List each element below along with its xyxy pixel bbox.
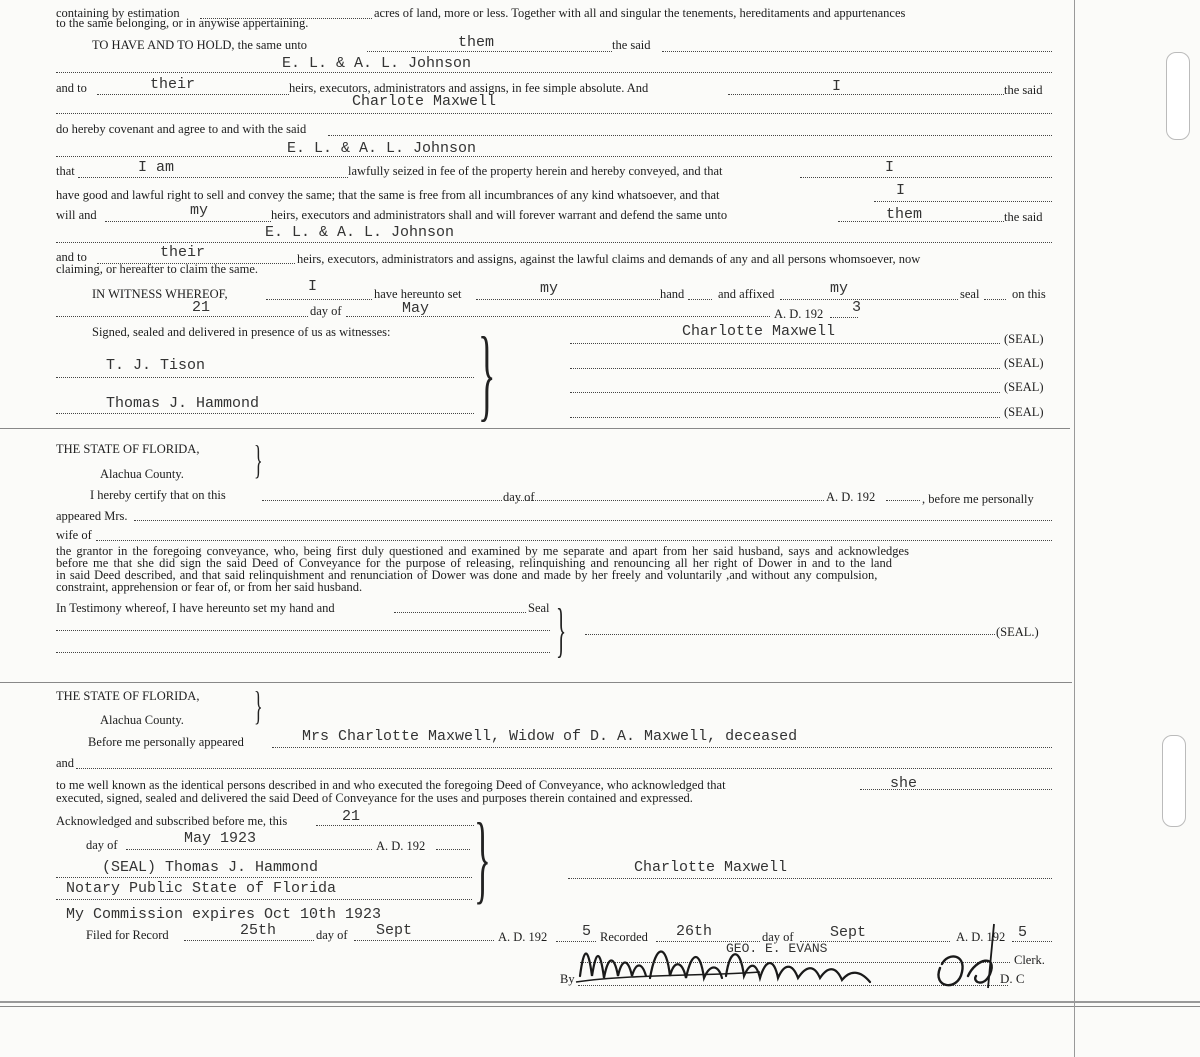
blank-witness-1 [56, 377, 474, 378]
label-dc: D. C [1000, 971, 1025, 986]
blank-i-am [78, 177, 348, 178]
typed-rec-day: 26th [676, 923, 713, 940]
typed-grantor: Charlote Maxwell [352, 93, 497, 110]
seal-2: (SEAL) [1004, 356, 1044, 370]
section-divider-2 [0, 682, 1072, 683]
blank-ack-signature [568, 878, 1052, 879]
blank-grantees-2 [56, 156, 1052, 157]
line-covenant: do hereby covenant and agree to and with the said [56, 122, 307, 136]
blank-notary [56, 899, 472, 900]
typed-clerk-name: GEO. E. EVANS [726, 941, 828, 956]
typed-filed-day: 25th [240, 922, 277, 939]
label-will-and: will and [56, 208, 97, 222]
typed-witness-2: Thomas J. Hammond [106, 395, 260, 412]
line-known: to me well known as the identical persons described in and who executed the foregoing Deed of Conveyance, who acknowledged that [56, 778, 726, 792]
typed-notary: Notary Public State of Florida [66, 880, 337, 897]
blank-their-1 [97, 94, 289, 95]
line-heirs-fee-simple: heirs, executors, administrators and assigns, in fee simple absolute. And [289, 81, 649, 95]
label-filed-dayof: day of [316, 928, 348, 942]
blank-seal-3 [570, 392, 1000, 393]
label-hand: hand [660, 287, 685, 301]
typed-day: 21 [192, 299, 211, 316]
line-warrant: heirs, executors and administrators shall and will forever warrant and defend the same unto [271, 208, 728, 222]
label-and-to-2: and to [56, 250, 87, 264]
blank-ack-day [316, 825, 474, 826]
blank-year [830, 317, 858, 318]
typed-my-1: my [190, 202, 209, 219]
seal-4: (SEAL) [1004, 405, 1044, 419]
line-seized: lawfully seized in fee of the property herein and hereby conveyed, and that [348, 164, 723, 178]
label-signed-witnesses: Signed, sealed and delivered in presence of us as witnesses: [92, 325, 391, 339]
label-on-this: on this [1012, 287, 1046, 301]
blank-filed-day [184, 940, 314, 941]
typed-appeared: Mrs Charlotte Maxwell, Widow of D. A. Maxwell, deceased [302, 728, 798, 745]
blank-the-said-1 [662, 51, 1052, 52]
blank-she [860, 789, 1052, 790]
typed-i-3: I [896, 182, 906, 199]
label-in-witness: IN WITNESS WHEREOF, [92, 287, 228, 301]
label-ad-2: A. D. 192 [826, 490, 876, 504]
blank-seal-on [984, 299, 1006, 300]
dower-body-3: in said Deed described, and that said relinquishment and renunciation of Dower was done and made by her freely and voluntarily ,and without any compulsion, [56, 568, 878, 582]
blank-certify-month [518, 500, 824, 501]
label-day-of-2: day of [503, 490, 535, 504]
seal-3: (SEAL) [1004, 380, 1044, 394]
typed-ack-day: 21 [342, 808, 361, 825]
label-before-me: , before me personally [922, 492, 1034, 506]
typed-i-1: I [832, 78, 842, 95]
label-ack-ad: A. D. 192 [376, 839, 426, 853]
line-belonging: to the same belonging, or in anywise appertaining. [56, 16, 309, 30]
blank-appeared-mrs [134, 520, 1052, 521]
label-the-said-3: the said [1004, 210, 1043, 224]
typed-signer: Charlotte Maxwell [682, 323, 836, 340]
typed-filed-year: 5 [582, 923, 592, 940]
line-claiming: claiming, or hereafter to claim the same. [56, 262, 258, 276]
label-ack: Acknowledged and subscribed before me, this [56, 814, 288, 828]
blank-seal-1 [570, 343, 1000, 344]
typed-grantees-3: E. L. & A. L. Johnson [265, 224, 455, 241]
state-heading-2: THE STATE OF FLORIDA, [56, 442, 200, 456]
blank-and [76, 768, 1052, 769]
blank-seal-2 [570, 368, 1000, 369]
label-day-of: day of [310, 304, 342, 318]
county-3: Alachua County. [100, 713, 184, 727]
label-ack-day-of: day of [86, 838, 118, 852]
blank-hand [688, 299, 712, 300]
label-and: and [56, 756, 75, 770]
typed-i-2: I [885, 159, 895, 176]
blank-unto [367, 51, 612, 52]
blank-testimony [394, 612, 526, 613]
county-2: Alachua County. [100, 467, 184, 481]
label-set: have hereunto set [374, 287, 462, 301]
typed-filed-month: Sept [376, 922, 413, 939]
label-certify: I hereby certify that on this [90, 488, 226, 502]
line-executed: executed, signed, sealed and delivered the said Deed of Conveyance for the uses and purposes therein contained and expressed. [56, 791, 693, 805]
typed-ack-signature: Charlotte Maxwell [634, 859, 788, 876]
typed-them-2: them [886, 206, 923, 223]
blank-appeared [272, 747, 1052, 748]
seal-dower: (SEAL.) [996, 625, 1039, 639]
deputy-clerk-signature [570, 936, 890, 996]
typed-them-1: them [458, 34, 495, 51]
blank-rec-year [1012, 941, 1052, 942]
dower-body-4: constraint, apprehension or fear of, or from her said husband. [56, 580, 363, 594]
blank-my-2 [476, 299, 660, 300]
binder-hole-top [1166, 52, 1190, 140]
line-estimation: containing by estimation [56, 6, 180, 20]
typed-i-4: I [308, 278, 318, 295]
typed-notary-seal: (SEAL) Thomas J. Hammond [102, 859, 319, 876]
label-by: By [560, 972, 575, 986]
label-recorded: Recorded [600, 930, 648, 944]
typed-rec-month: Sept [830, 924, 867, 941]
label-and-to-1: and to [56, 81, 87, 95]
state-heading-3: THE STATE OF FLORIDA, [56, 689, 200, 703]
right-margin-line [1074, 0, 1075, 1057]
label-before-appeared: Before me personally appeared [88, 735, 244, 749]
blank-certify-day [262, 500, 502, 501]
blank-wife-of [96, 540, 1052, 541]
bottom-rule-2 [0, 1006, 1200, 1007]
state-brace-2: } [254, 437, 263, 482]
label-affixed: and affixed [718, 287, 775, 301]
label-testimony: In Testimony whereof, I have hereunto set my hand and [56, 601, 335, 615]
label-filed: Filed for Record [86, 928, 169, 942]
typed-witness-1: T. J. Tison [106, 357, 206, 374]
blank-grantor [56, 113, 1052, 114]
blank-ack-month [126, 849, 372, 850]
blank-grantees-1 [56, 72, 1052, 73]
blank-covenant [328, 135, 1052, 136]
line-acres: acres of land, more or less. Together with all and singular the tenements, hereditaments and appurtenances [374, 6, 906, 20]
typed-ack-month: May 1923 [184, 830, 257, 847]
label-rec-dayof: day of [762, 930, 794, 944]
label-clerk: Clerk. [1014, 953, 1045, 967]
blank-i-4 [266, 299, 372, 300]
label-filed-ad: A. D. 192 [498, 930, 548, 944]
typed-i-am: I am [138, 159, 175, 176]
label-ad: A. D. 192 [774, 307, 824, 321]
section-divider-1 [0, 428, 1070, 429]
typed-month: May [402, 300, 430, 317]
blank-my-1 [105, 221, 271, 222]
blank-i-1 [728, 94, 1004, 95]
habendum-clause: TO HAVE AND TO HOLD, the same unto [92, 38, 308, 52]
label-seal-word: Seal [528, 601, 550, 615]
label-seal-on: seal [960, 287, 980, 301]
dower-body-1: the grantor in the foregoing conveyance, who, being first duly questioned and examined by me separate and apart from her said husband, says and acknowledges [56, 544, 909, 558]
blank-i-3 [874, 201, 1052, 202]
line-good-right: have good and lawful right to sell and convey the same; that the same is free from all incumbrances of any kind whatsoever, and that [56, 188, 720, 202]
blank-filed-month [354, 940, 494, 941]
blank-i-2 [800, 177, 1052, 178]
label-appeared-mrs: appeared Mrs. [56, 509, 128, 523]
typed-their-2: their [160, 244, 206, 261]
dower-body-2: before me that she did sign the said Deed of Conveyance for the purpose of releasing, relinquishing and renouncing all her right of Dower in and to the land [56, 556, 892, 570]
blank-seal-4 [570, 417, 1000, 418]
typed-commission: My Commission expires Oct 10th 1923 [66, 906, 382, 923]
typed-grantees-1: E. L. & A. L. Johnson [282, 55, 472, 72]
blank-testimony-3 [56, 652, 550, 653]
blank-certify-year [886, 500, 920, 501]
blank-testimony-2 [56, 630, 550, 631]
typed-my-3: my [830, 280, 849, 297]
typed-my-2: my [540, 280, 559, 297]
blank-notary-seal [56, 877, 472, 878]
label-the-said-2: the said [1004, 83, 1043, 97]
blank-witness-2 [56, 413, 474, 414]
testimony-brace: } [556, 597, 567, 663]
state-brace-3: } [254, 683, 263, 728]
blank-grantees-3 [56, 242, 1052, 243]
blank-my-3 [780, 299, 958, 300]
line-heirs-claims: heirs, executors, administrators and assigns, against the lawful claims and demands of any and all persons whomsoever, now [297, 252, 921, 266]
bottom-rule-1 [0, 1001, 1200, 1003]
typed-she: she [890, 775, 918, 792]
dc-initials-mark [928, 918, 1018, 998]
typed-their-1: their [150, 76, 196, 93]
seal-1: (SEAL) [1004, 332, 1044, 346]
typed-rec-year: 5 [1018, 924, 1028, 941]
label-that: that [56, 164, 75, 178]
label-wife-of: wife of [56, 528, 92, 542]
binder-hole-bottom [1162, 735, 1186, 827]
label-rec-ad: A. D. 192 [956, 930, 1006, 944]
ack-brace: } [474, 802, 491, 913]
typed-year: 3 [852, 299, 862, 316]
label-the-said-1: the said [612, 38, 651, 52]
blank-day [56, 316, 308, 317]
blank-seal-dower [585, 634, 995, 635]
typed-grantees-2: E. L. & A. L. Johnson [287, 140, 477, 157]
witness-brace: } [478, 316, 496, 431]
blank-ack-year [436, 849, 470, 850]
